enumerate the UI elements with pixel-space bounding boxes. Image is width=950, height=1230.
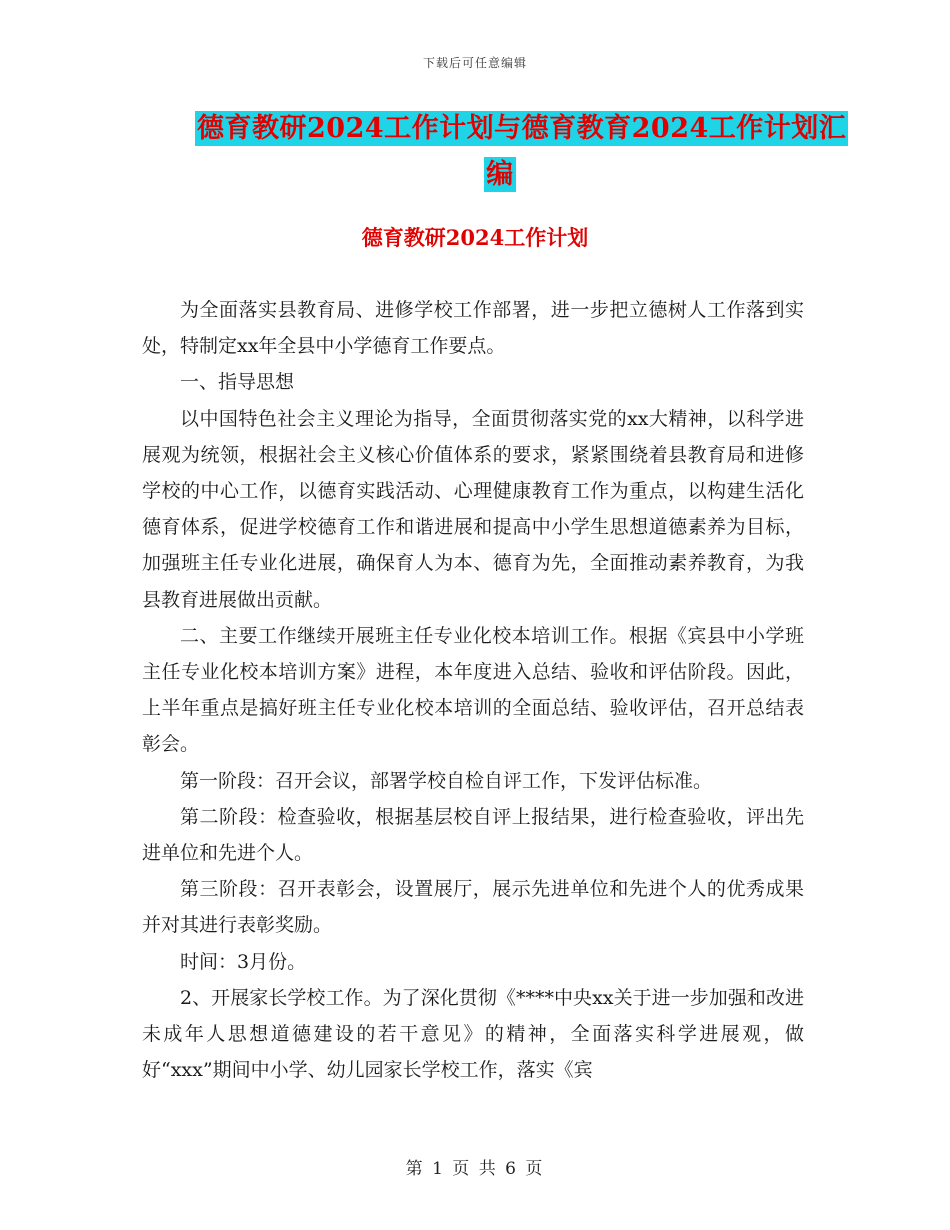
- paragraph-time: 时间：3月份。: [180, 950, 307, 973]
- paragraph-stage-one: 第一阶段：召开会议，部署学校自检自评工作，下发评估标准。: [180, 769, 713, 792]
- page-header-note: 下载后可任意编辑: [422, 56, 527, 70]
- paragraph-guiding-thought: 以中国特色社会主义理论为指导，全面贯彻落实党的xx大精神，以科学进展观为统领，根据社会主义核心价值体系的要求，紧紧围绕着县教育局和进修学校的中心工作，以德育实践活动、心理健康教育工作为重点，以构建生活化德育体系，促进学校德育工作和谐进展和提高中小学生思想道德素养为目标，加强班主任专业化进展，确保育人为本、德育为先，全面推动素养教育，为我县教育进展做出贡献。: [142, 407, 804, 611]
- document-title-line1: 德育教研2024工作计划与德育教育2024工作计划汇: [197, 113, 847, 144]
- document-title: [195, 106, 847, 198]
- page-number-footer: 第 1 页 共 6 页: [405, 1159, 545, 1179]
- document-body: [142, 292, 804, 1088]
- section-title: 德育教研2024工作计划: [361, 225, 589, 250]
- paragraph-parent-school: 2、开展家长学校工作。为了深化贯彻《****中央xx关于进一步加强和改进未成年人思想道德建设的若干意见》的精神，全面落实科学进展观，做好“xxx”期间中小学、幼儿园家长学校工作，落实《宾: [142, 986, 804, 1082]
- paragraph-stage-three: 第三阶段：召开表彰会，设置展厅，展示先进单位和先进个人的优秀成果并对其进行表彰奖励。: [142, 878, 804, 937]
- paragraph-intro: 为全面落实县教育局、进修学校工作部署，进一步把立德树人工作落到实处，特制定xx年全县中小学德育工作要点。: [142, 299, 804, 358]
- paragraph-main-work: 二、主要工作继续开展班主任专业化校本培训工作。根据《宾县中小学班主任专业化校本培训方案》进程，本年度进入总结、验收和评估阶段。因此，上半年重点是搞好班主任专业化校本培训的全面总结、验收评估，召开总结表彰会。: [142, 624, 804, 756]
- heading-guiding-thought: 一、指导思想: [180, 371, 295, 394]
- document-title-line2: 编: [486, 159, 514, 190]
- paragraph-stage-two: 第二阶段：检查验收，根据基层校自评上报结果，进行检查验收，评出先进单位和先进个人。: [142, 805, 804, 865]
